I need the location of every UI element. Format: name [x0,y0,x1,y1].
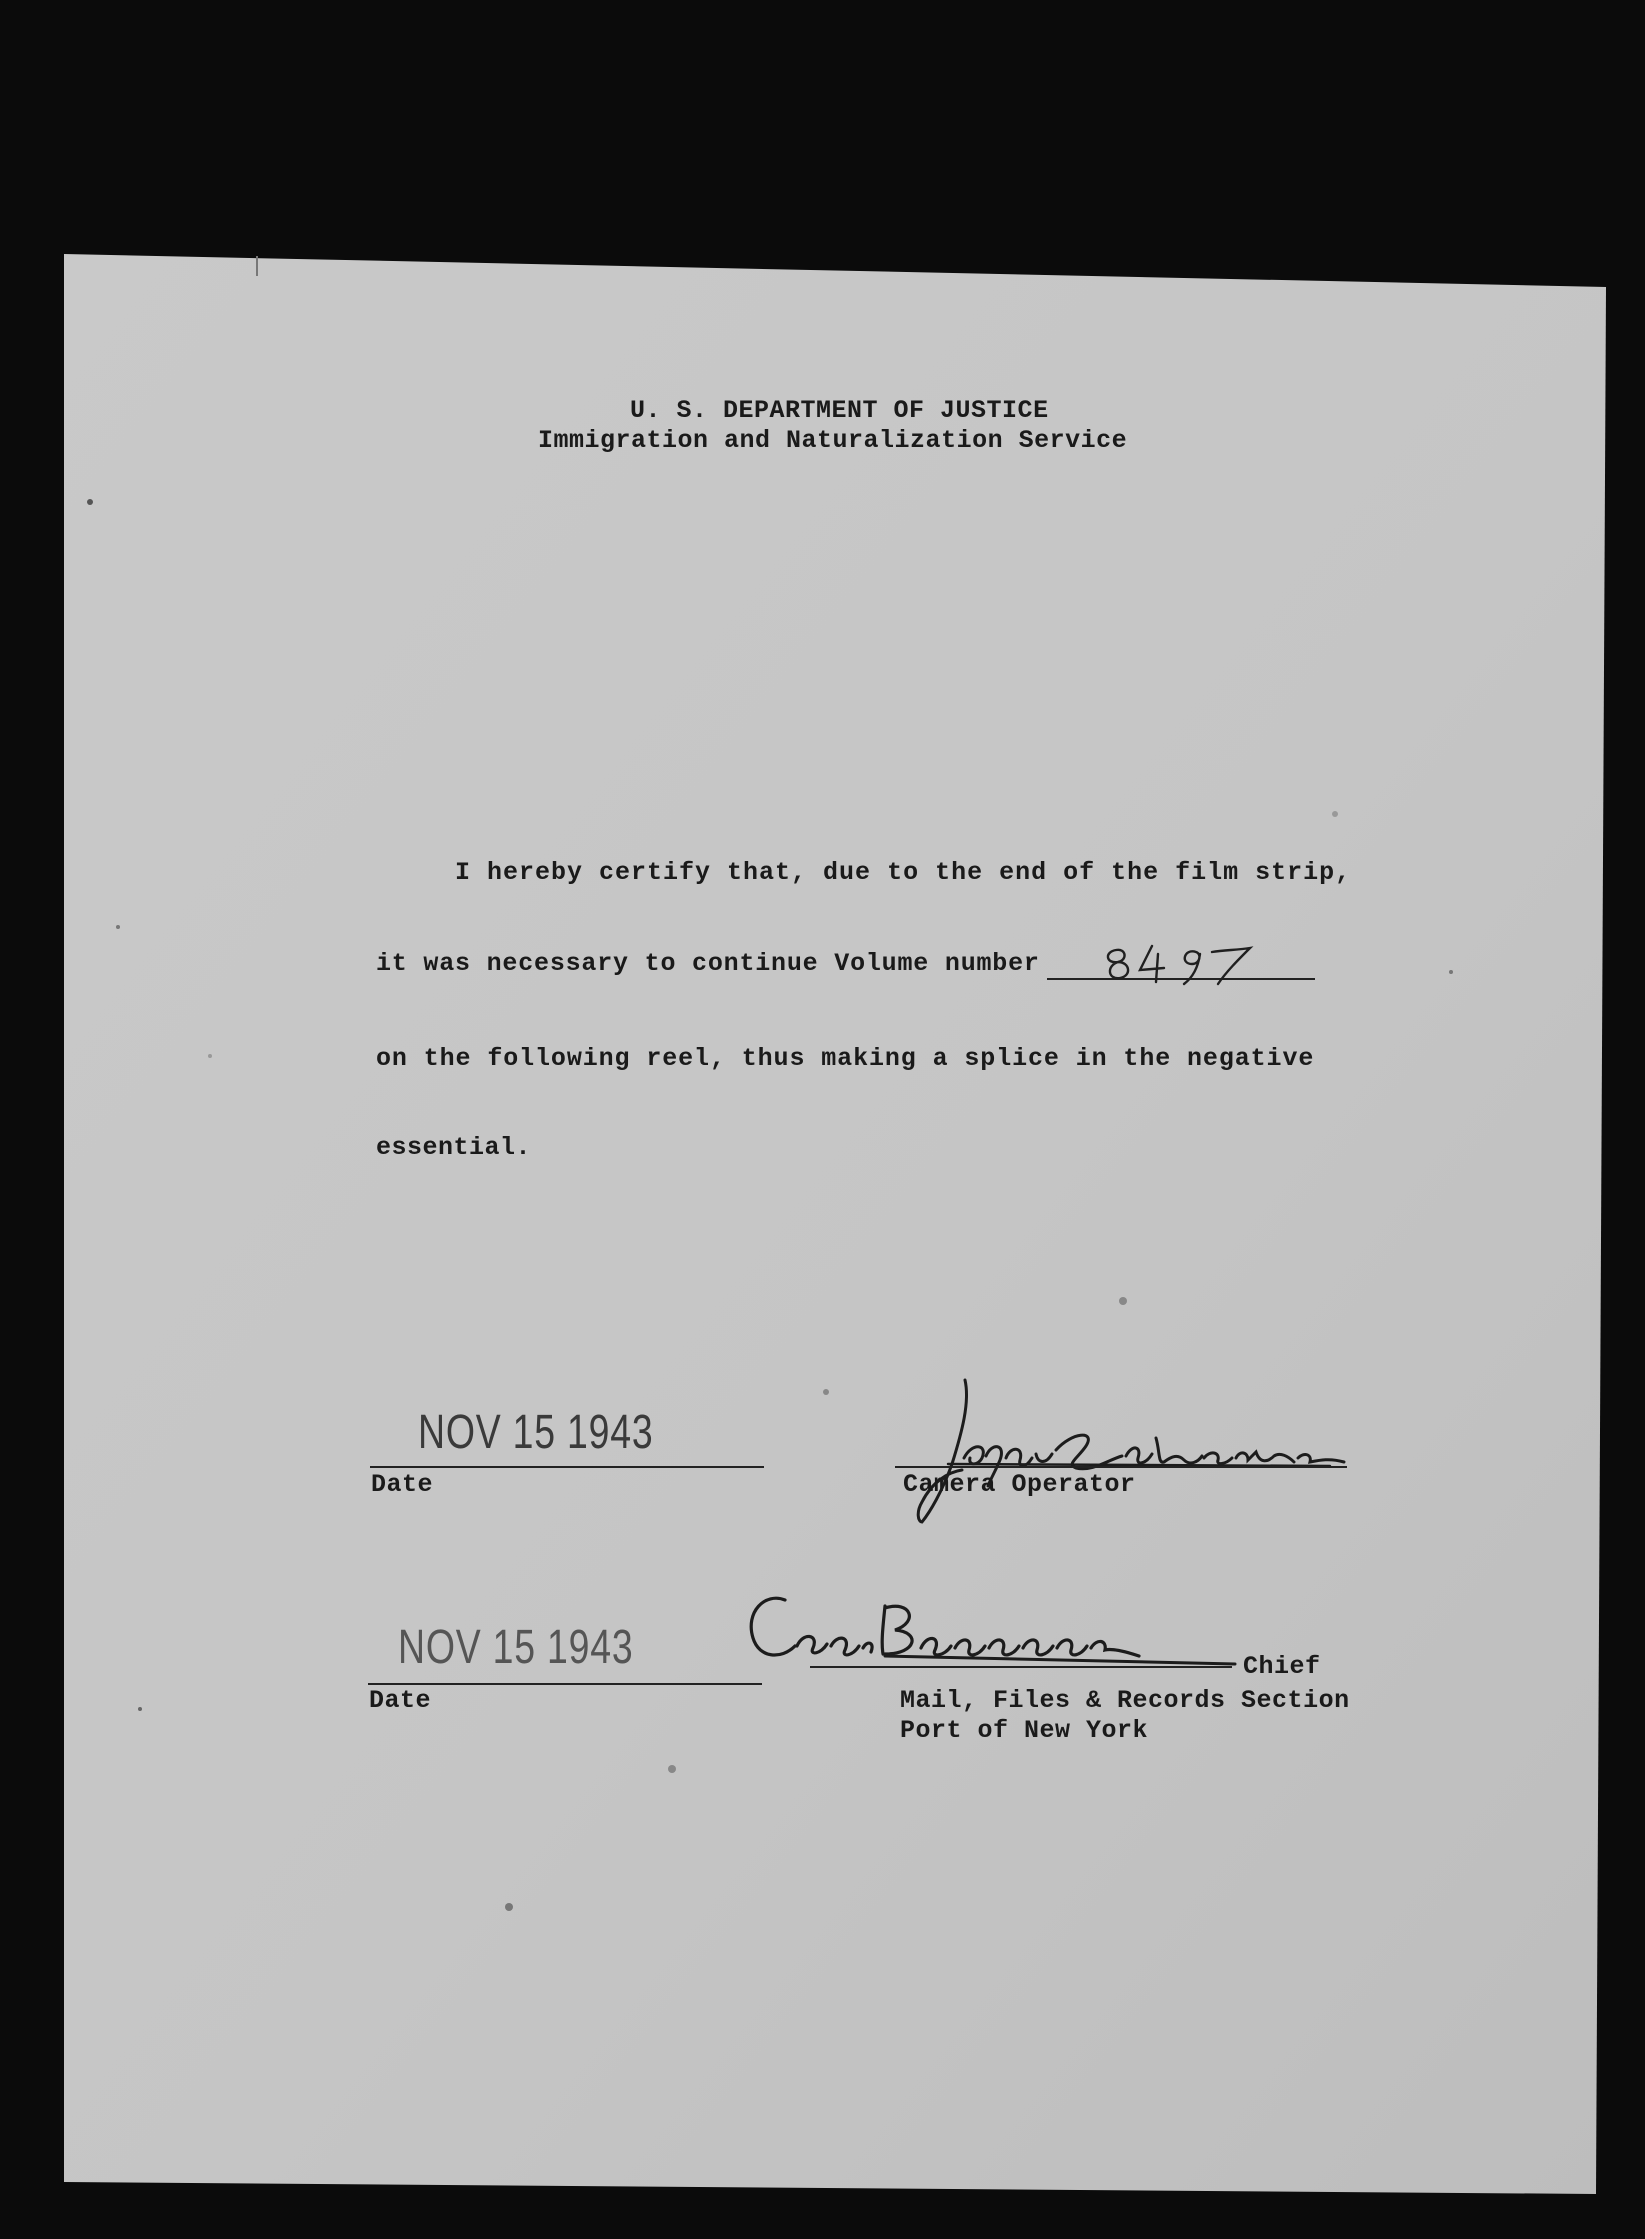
chief-title-label: Chief [1243,1652,1321,1681]
operator-signature [860,1372,1360,1532]
chief-date-label: Date [369,1686,432,1715]
chief-signature-rule [810,1666,1232,1668]
certification-line-4: essential. [376,1133,532,1162]
certification-line-2: it was necessary to continue Volume number [376,949,1040,978]
certification-line-1: I hereby certify that, due to the end of the film strip, [455,858,1352,887]
chief-date-rule [368,1683,762,1685]
section-label: Mail, Files & Records Section [900,1686,1350,1715]
header-department: U. S. DEPARTMENT OF JUSTICE [630,396,1049,425]
operator-date-rule [370,1466,764,1468]
port-label: Port of New York [900,1716,1149,1745]
operator-date-label: Date [371,1470,434,1499]
chief-signature [735,1582,1255,1692]
operator-date-stamp: NOV 15 1943 [418,1406,654,1459]
operator-signature-rule [895,1466,1347,1468]
certification-line-3: on the following reel, thus making a splice in the negative [376,1044,1315,1073]
header-service: Immigration and Naturalization Service [538,426,1128,455]
chief-date-stamp: NOV 15 1943 [398,1621,634,1674]
volume-number-handwritten [1100,940,1260,986]
camera-operator-label: Camera Operator [903,1470,1136,1499]
